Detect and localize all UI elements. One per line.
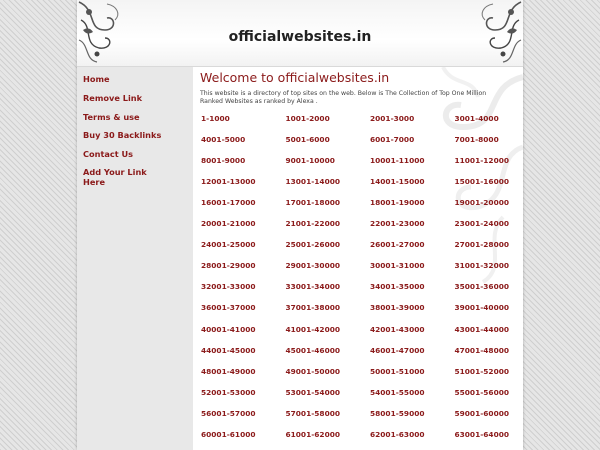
range-link[interactable]: 42001-43000 [370, 324, 425, 334]
nav-item-buy-backlinks[interactable]: Buy 30 Backlinks [83, 130, 162, 140]
range-link[interactable]: 11001-12000 [454, 156, 509, 166]
range-link[interactable]: 20001-21000 [201, 219, 256, 229]
range-link[interactable]: 50001-51000 [370, 366, 425, 376]
range-link[interactable]: 10001-11000 [370, 156, 425, 166]
range-link[interactable]: 8001-9000 [201, 156, 246, 166]
range-link[interactable]: 33001-34000 [285, 282, 340, 292]
range-link[interactable]: 13001-14000 [285, 177, 340, 187]
page-container [77, 0, 523, 450]
range-link[interactable]: 5001-6000 [285, 135, 330, 145]
site-header [77, 0, 523, 67]
range-link[interactable]: 24001-25000 [201, 240, 256, 250]
range-link[interactable]: 36001-37000 [201, 303, 256, 313]
range-link[interactable]: 61001-62000 [285, 429, 340, 439]
range-link[interactable]: 47001-48000 [454, 345, 509, 355]
range-link[interactable]: 9001-10000 [285, 156, 335, 166]
range-link[interactable]: 53001-54000 [285, 387, 340, 397]
range-link[interactable]: 22001-23000 [370, 219, 425, 229]
range-link[interactable]: 29001-30000 [285, 261, 340, 271]
nav-item-home[interactable]: Home [83, 74, 110, 84]
range-link[interactable]: 60001-61000 [201, 429, 256, 439]
range-link[interactable]: 6001-7000 [370, 135, 415, 145]
range-link[interactable]: 12001-13000 [201, 177, 256, 187]
range-link[interactable]: 28001-29000 [201, 261, 256, 271]
range-link[interactable]: 55001-56000 [454, 387, 509, 397]
range-link[interactable]: 43001-44000 [454, 324, 509, 334]
sidebar-nav [77, 67, 193, 450]
nav-item-contact-us[interactable]: Contact Us [83, 149, 134, 159]
range-link[interactable]: 21001-22000 [285, 219, 340, 229]
range-link[interactable]: 2001-3000 [370, 114, 415, 123]
range-link[interactable]: 45001-46000 [285, 345, 340, 355]
range-link[interactable]: 25001-26000 [285, 240, 340, 250]
range-link[interactable]: 16001-17000 [201, 198, 256, 208]
range-link[interactable]: 18001-19000 [370, 198, 425, 208]
range-link[interactable]: 7001-8000 [454, 135, 499, 145]
range-link[interactable]: 31001-32000 [454, 261, 509, 271]
site-title: officialwebsites.in [228, 29, 372, 45]
range-link[interactable]: 51001-52000 [454, 366, 509, 376]
range-link[interactable]: 15001-16000 [454, 177, 509, 187]
range-link[interactable]: 26001-27000 [370, 240, 425, 250]
range-link[interactable]: 59001-60000 [454, 408, 509, 418]
range-link[interactable]: 3001-4000 [454, 114, 499, 123]
range-link[interactable]: 58001-59000 [370, 408, 425, 418]
range-link[interactable]: 39001-40000 [454, 303, 509, 313]
range-link[interactable]: 62001-63000 [370, 429, 425, 439]
range-link[interactable]: 35001-36000 [454, 282, 509, 292]
range-link[interactable]: 19001-20000 [454, 198, 509, 208]
nav-item-add-link[interactable]: Add Your Link Here [83, 167, 147, 187]
range-link[interactable]: 17001-18000 [285, 198, 340, 208]
range-link[interactable]: 1001-2000 [285, 114, 330, 123]
range-link[interactable]: 63001-64000 [454, 429, 509, 439]
range-link[interactable]: 41001-42000 [285, 324, 340, 334]
range-link[interactable]: 38001-39000 [370, 303, 425, 313]
range-link[interactable]: 1-1000 [201, 114, 230, 123]
range-link[interactable]: 14001-15000 [370, 177, 425, 187]
range-link[interactable]: 54001-55000 [370, 387, 425, 397]
range-link[interactable]: 27001-28000 [454, 240, 509, 250]
range-link[interactable]: 4001-5000 [201, 135, 246, 145]
intro-text: This website is a directory of top sites on the web. Below is The Collection of Top One Million Ranked Websites as ranked by Alexa . [200, 90, 487, 105]
range-link[interactable]: 30001-31000 [370, 261, 425, 271]
nav-item-terms[interactable]: Terms & use [83, 112, 140, 122]
range-link[interactable]: 23001-24000 [454, 219, 509, 229]
range-link[interactable]: 57001-58000 [285, 408, 340, 418]
range-link[interactable]: 46001-47000 [370, 345, 425, 355]
range-link[interactable]: 40001-41000 [201, 324, 256, 334]
range-link[interactable]: 32001-33000 [201, 282, 256, 292]
range-link[interactable]: 52001-53000 [201, 387, 256, 397]
range-link[interactable]: 56001-57000 [201, 408, 256, 418]
range-link[interactable]: 44001-45000 [201, 345, 256, 355]
main-content [194, 67, 523, 450]
range-link[interactable]: 48001-49000 [201, 366, 256, 376]
range-link[interactable]: 34001-35000 [370, 282, 425, 292]
welcome-heading: Welcome to officialwebsites.in [200, 70, 390, 85]
range-link[interactable]: 49001-50000 [285, 366, 340, 376]
nav-item-remove-link[interactable]: Remove Link [83, 93, 143, 103]
range-link[interactable]: 37001-38000 [285, 303, 340, 313]
